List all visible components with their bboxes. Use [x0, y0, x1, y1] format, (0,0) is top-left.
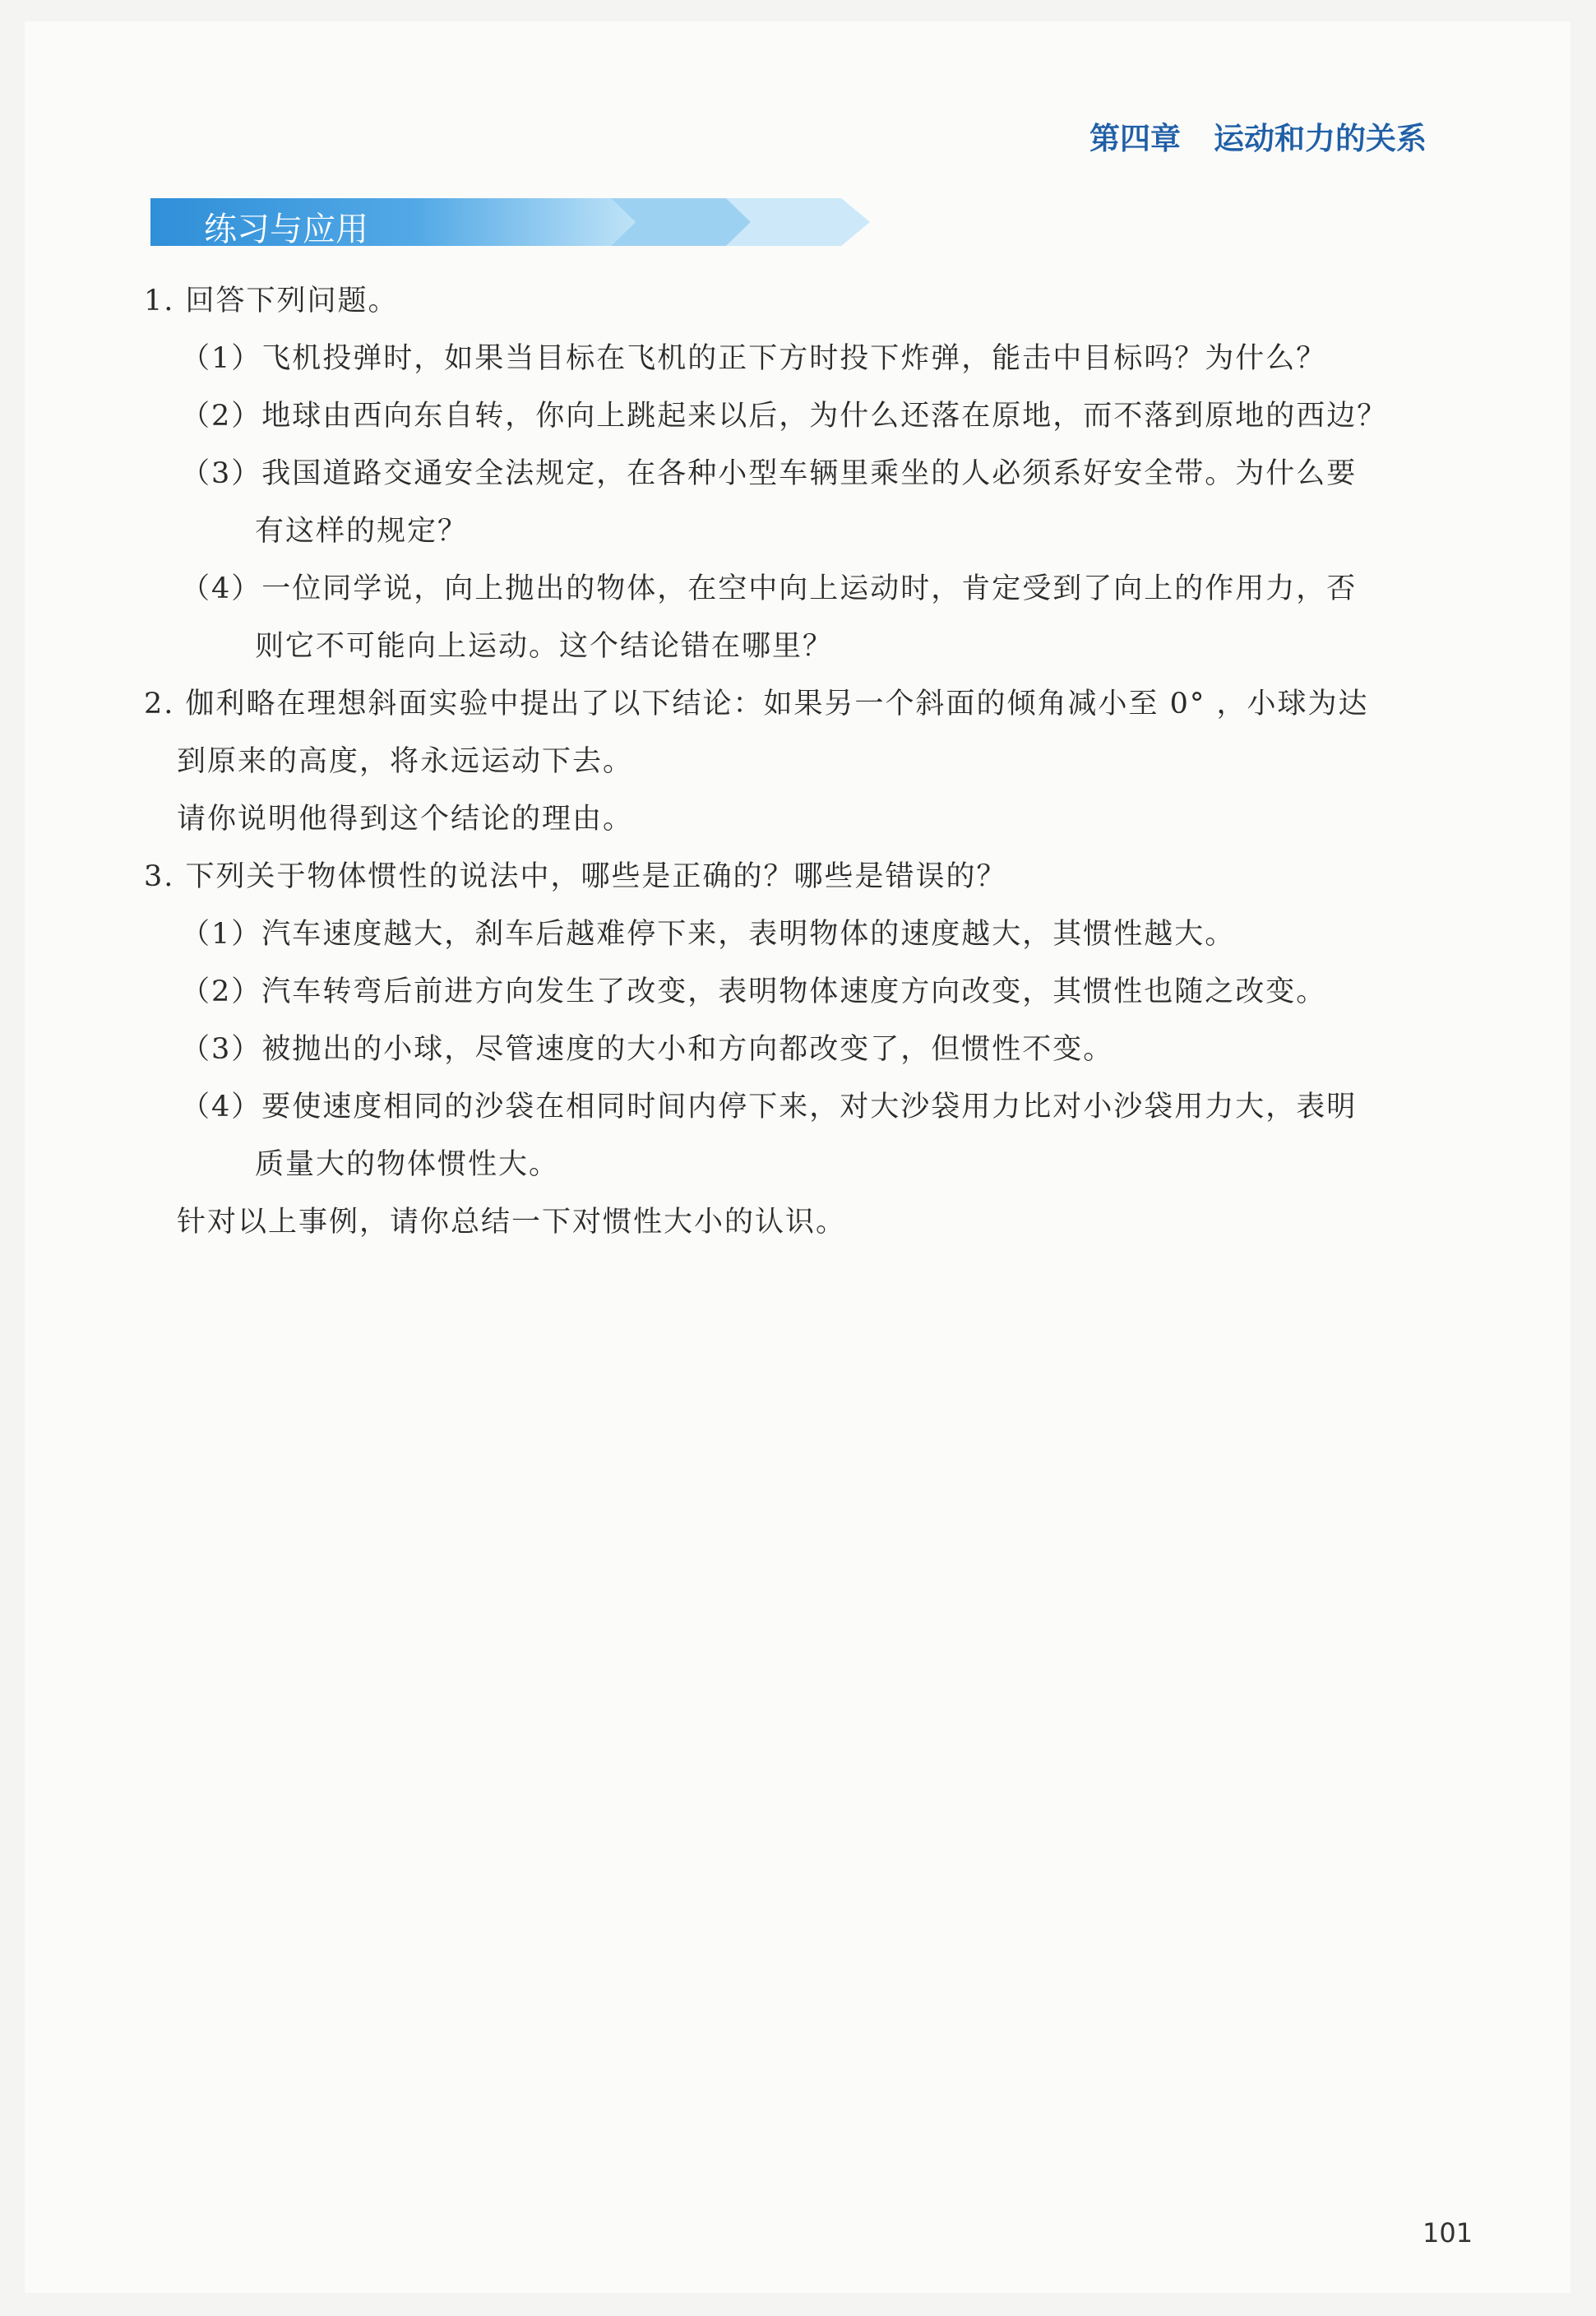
question-2-line-2: 到原来的高度，将永远运动下去。	[177, 745, 634, 778]
question-1-part-3: （3）我国道路交通安全法规定，在各种小型车辆里乘坐的人必须系好安全带。为什么要	[181, 457, 1358, 490]
section-title: 练习与应用	[204, 211, 368, 248]
question-2-line-1: 2. 伽利略在理想斜面实验中提出了以下结论：如果另一个斜面的倾角减小至 0° ，小球为达	[144, 688, 1369, 720]
question-3-part-3: （3）被抛出的小球，尽管速度的大小和方向都改变了，但惯性不变。	[181, 1033, 1114, 1066]
question-3-closing: 针对以上事例，请你总结一下对惯性大小的认识。	[177, 1206, 847, 1239]
chapter-header	[1089, 113, 1427, 158]
question-3-stem: 3. 下列关于物体惯性的说法中，哪些是正确的？哪些是错误的？	[144, 860, 1007, 893]
question-1-part-1: （1）飞机投弹时，如果当目标在飞机的正下方时投下炸弹，能击中目标吗？为什么？	[181, 342, 1327, 375]
textbook-page	[25, 21, 1571, 2293]
section-banner	[150, 198, 870, 246]
chapter-title: 运动和力的关系	[1214, 121, 1427, 156]
chapter-number: 第四章	[1089, 121, 1181, 156]
question-3-part-1: （1）汽车速度越大，刹车后越难停下来，表明物体的速度越大，其惯性越大。	[181, 918, 1236, 951]
question-1-part-2: （2）地球由西向东自转，你向上跳起来以后，为什么还落在原地，而不落到原地的西边？	[181, 400, 1388, 433]
question-3-part-4: （4）要使速度相同的沙袋在相同时间内停下来，对大沙袋用力比对小沙袋用力大，表明	[181, 1091, 1358, 1123]
question-3-part-4-cont: 质量大的物体惯性大。	[255, 1148, 560, 1181]
question-1-part-4: （4）一位同学说，向上抛出的物体，在空中向上运动时，肯定受到了向上的作用力，否	[181, 572, 1358, 605]
question-3-part-2: （2）汽车转弯后前进方向发生了改变，表明物体速度方向改变，其惯性也随之改变。	[181, 975, 1327, 1008]
question-1-part-4-cont: 则它不可能向上运动。这个结论错在哪里？	[255, 630, 834, 663]
question-1-stem: 1. 回答下列问题。	[144, 285, 399, 317]
question-1-part-3-cont: 有这样的规定？	[255, 515, 469, 548]
page-number: 101	[1423, 2217, 1473, 2249]
question-2-line-3: 请你说明他得到这个结论的理由。	[177, 803, 634, 836]
